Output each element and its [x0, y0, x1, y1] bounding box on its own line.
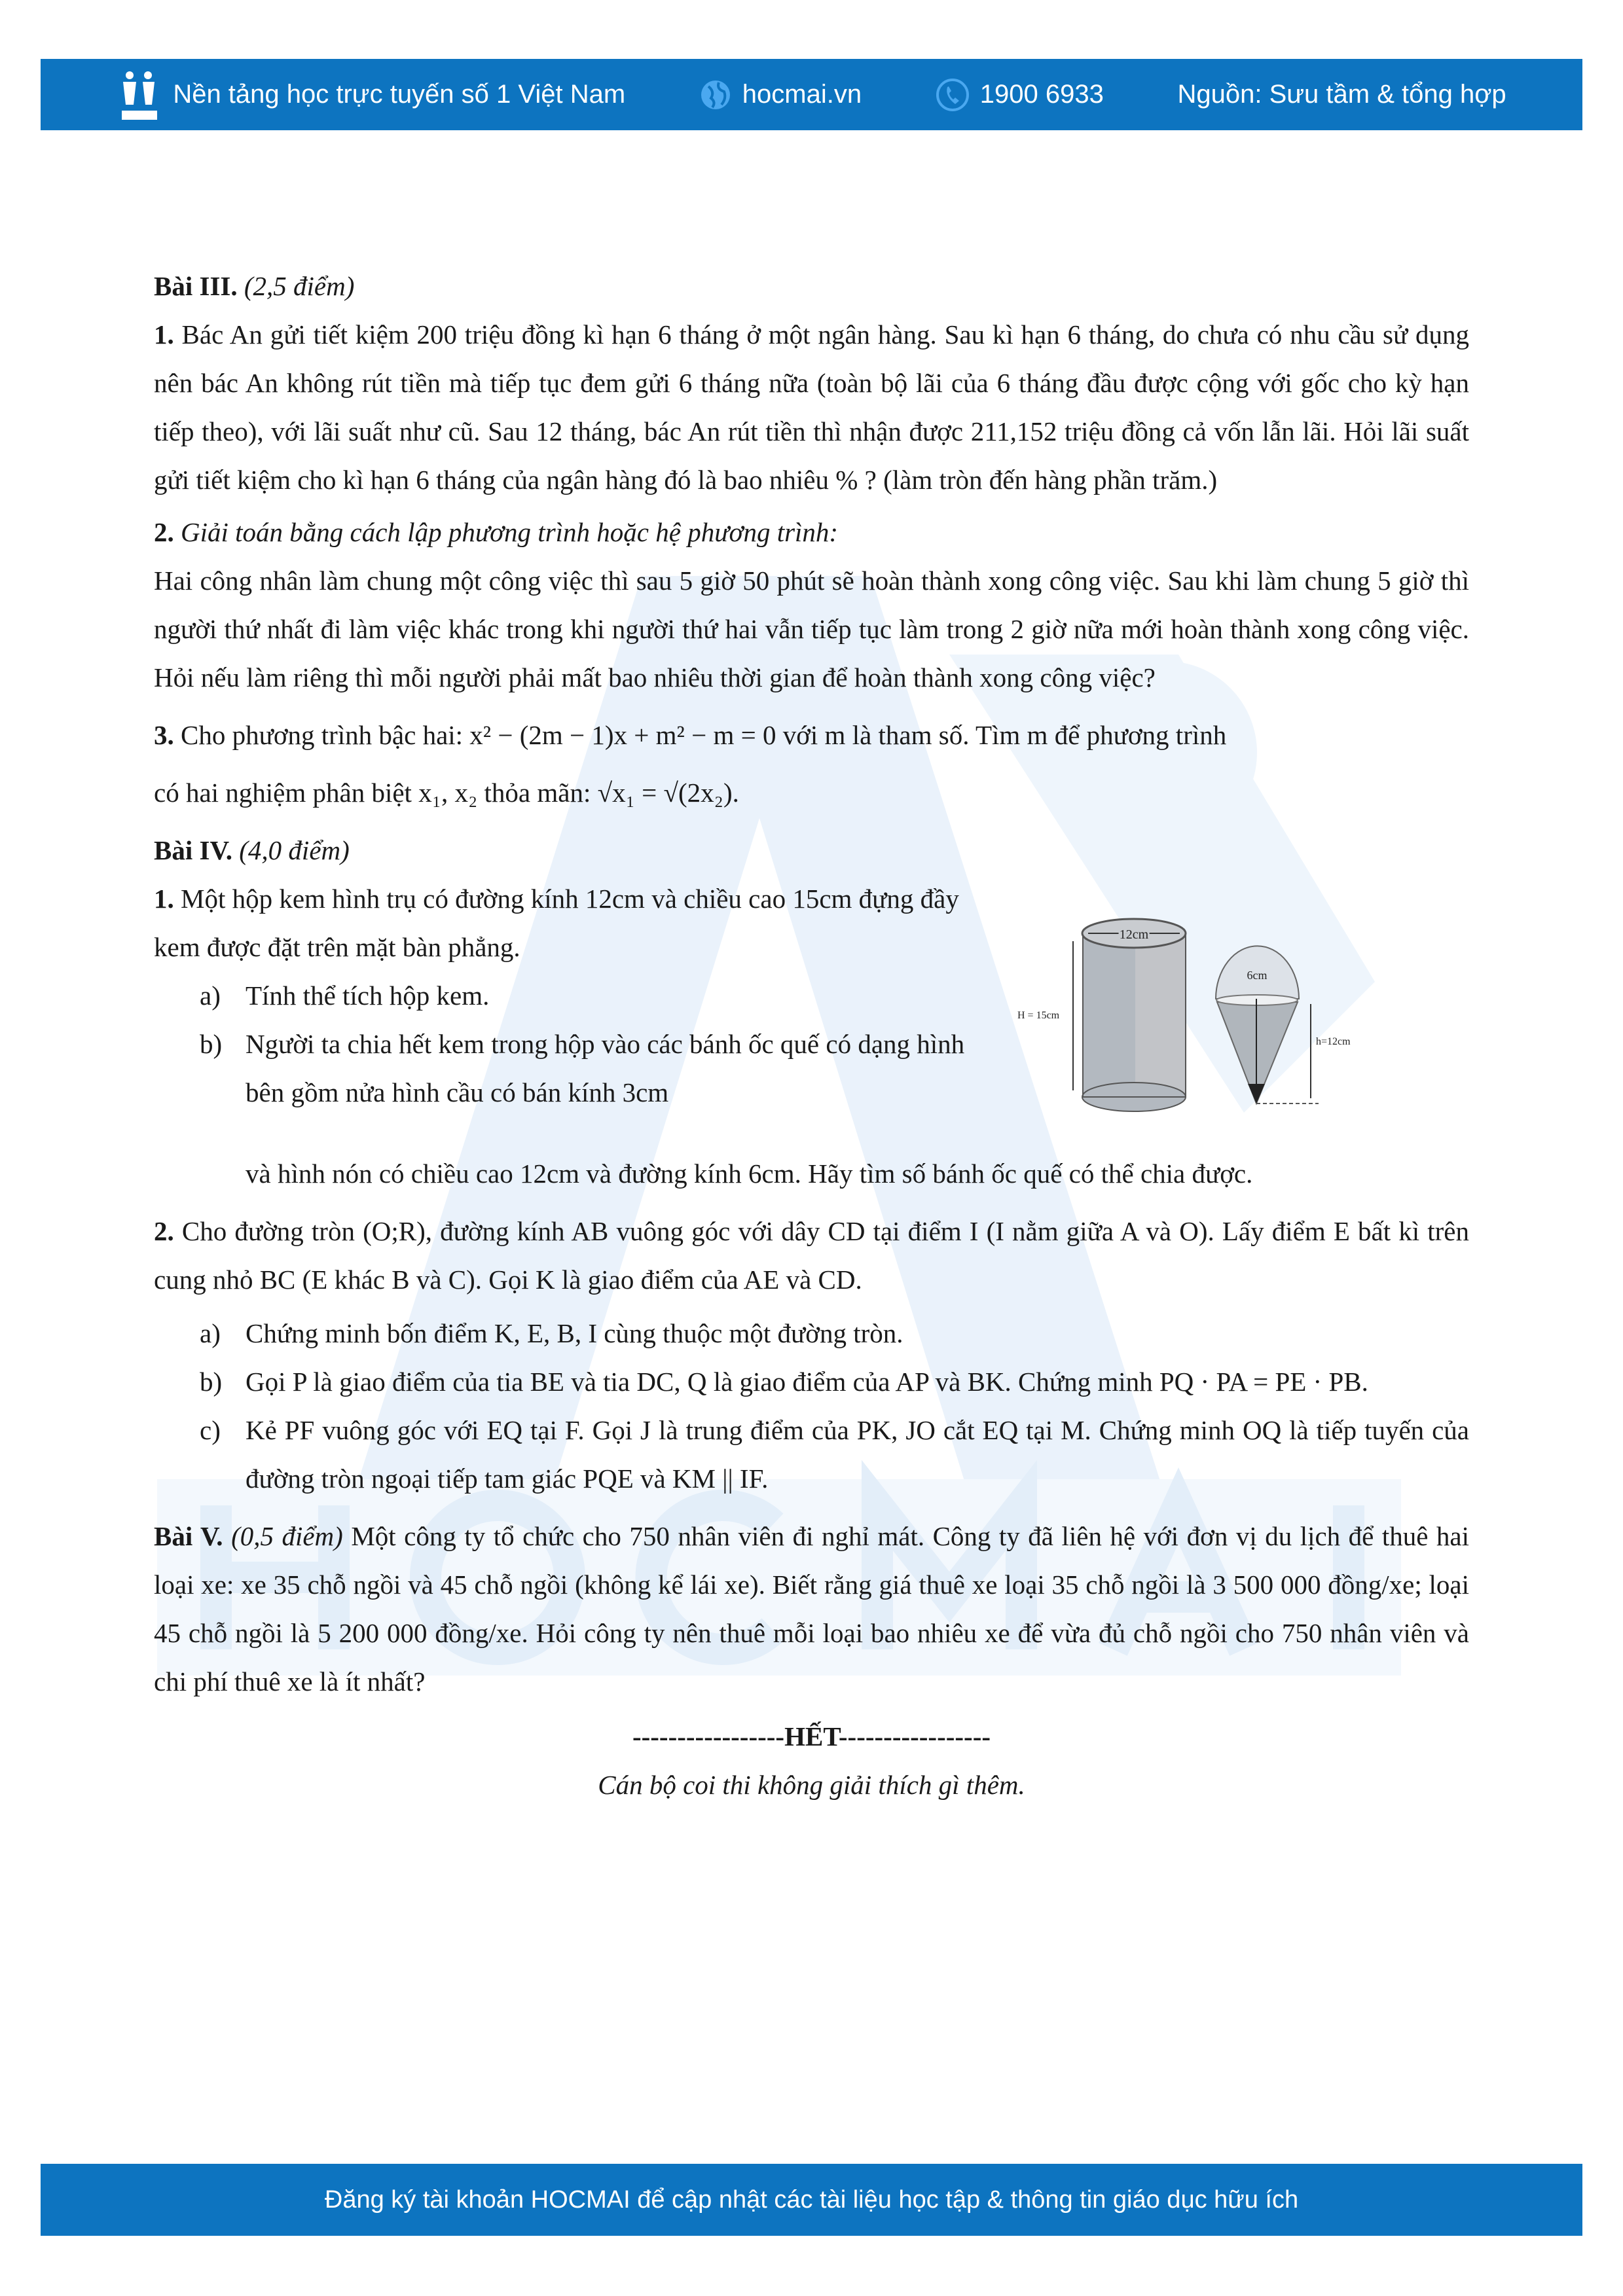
- bai3-q3-text2: có hai nghiệm phân biệt x₁, x₂ thỏa mãn: √x₁ = √(2x₂).: [154, 778, 739, 808]
- globe-icon: [699, 79, 732, 111]
- phone-link[interactable]: [936, 78, 1104, 112]
- footer-bar: [41, 2164, 1582, 2236]
- exam-content: [154, 262, 1469, 1809]
- cylinder-height-label: H = 15cm: [1017, 1010, 1060, 1021]
- q-number: 1.: [154, 884, 174, 914]
- bai3-title: Bài III.: [154, 271, 238, 301]
- q-number: 1.: [154, 319, 174, 350]
- phone-icon: [936, 78, 970, 112]
- bai4-q1a-text: Tính thể tích hộp kem.: [246, 980, 490, 1011]
- bai4-q1b-text2: và hình nón có chiều cao 12cm và đường kính 6cm. Hãy tìm số bánh ốc quế có thể chia được.: [246, 1158, 1253, 1189]
- bai4-q2-text: Cho đường tròn (O;R), đường kính AB vuông góc với dây CD tại điểm I (I nằm giữa A và O). Lấy điểm E bất kì trên cung nhỏ BC (E khác B và C). Gọi K là giao điểm của AE và CD.: [154, 1216, 1470, 1295]
- bai4-points: (4,0 điểm): [239, 835, 350, 865]
- q-number: 2.: [154, 1216, 174, 1246]
- phone-text: 1900 6933: [979, 80, 1104, 109]
- footer-text: Đăng ký tài khoản HOCMAI để cập nhật các tài liệu học tập & thông tin giáo dục hữu ích: [324, 2185, 1299, 2214]
- item-label: a): [200, 980, 221, 1011]
- cone-height-label: h=12cm: [1316, 1036, 1351, 1047]
- bai4-q2c-text: Kẻ PF vuông góc với EQ tại F. Gọi J là trung điểm của PK, JO cắt EQ tại M. Chứng minh OQ là tiếp tuyến của đường tròn ngoại tiếp tam giác PQE và KM || IF.: [246, 1415, 1469, 1494]
- source-label: Nguồn: Sưu tầm & tổng hợp: [1177, 80, 1506, 109]
- bai5-section: [154, 1512, 1469, 1706]
- bai3-q2-text: Hai công nhân làm chung một công việc thì sau 5 giờ 50 phút sẽ hoàn thành xong công việc. Sau khi làm chung 5 giờ thì người thứ nhất đi làm việc khác trong khi người thứ hai vẫn tiếp tục làm trong 2 giờ nữa mới hoàn thành xong công việc. Hỏi nếu làm riêng thì mỗi người phải mất bao nhiêu thời gian để hoàn thành xong công việc?: [154, 565, 1469, 692]
- end-marker: -----------------HẾT-----------------: [632, 1721, 991, 1751]
- bai3-q3-text: Cho phương trình bậc hai: x² − (2m − 1)x + m² − m = 0 với m là tham số. Tìm m để phương trình: [181, 720, 1227, 750]
- q-number: 2.: [154, 517, 174, 547]
- item-label: a): [200, 1318, 221, 1348]
- bai4-q1b-text: Người ta chia hết kem trong hộp vào các bánh ốc quế có dạng hình bên gồm nửa hình cầu có bán kính 3cm: [246, 1029, 965, 1107]
- bai3-q1-text: Bác An gửi tiết kiệm 200 triệu đồng kì hạn 6 tháng ở một ngân hàng. Sau kì hạn 6 tháng, do chưa có nhu cầu sử dụng nên bác An không rút tiền mà tiếp tục đem gửi 6 tháng nữa (toàn bộ lãi của 6 tháng đầu được cộng với gốc cho kỳ hạn tiếp theo), với lãi suất như cũ. Sau 12 tháng, bác An rút tiền thì nhận được 211,152 triệu đồng cả vốn lẫn lãi. Hỏi lãi suất gửi tiết kiệm cho kì hạn 6 tháng của ngân hàng đó là bao nhiêu % ? (làm tròn đến hàng phần trăm.): [154, 319, 1470, 495]
- website-text: hocmai.vn: [742, 80, 862, 109]
- cone-diameter-label: 6cm: [1247, 969, 1267, 982]
- proctor-note: Cán bộ coi thi không giải thích gì thêm.: [598, 1770, 1025, 1800]
- bai4-q1-text: Một hộp kem hình trụ có đường kính 12cm và chiều cao 15cm đựng đầy kem được đặt trên mặt bàn phẳng.: [154, 884, 959, 962]
- website-link[interactable]: [699, 79, 862, 111]
- header-bar: [41, 59, 1582, 130]
- q-number: 3.: [154, 720, 174, 750]
- hocmai-logo-icon: [117, 69, 162, 121]
- item-label: b): [200, 1367, 223, 1397]
- item-label: c): [200, 1415, 221, 1445]
- bai3-points: (2,5 điểm): [244, 271, 355, 301]
- bai5-text: Một công ty tổ chức cho 750 nhân viên đi nghỉ mát. Công ty đã liên hệ với đơn vị du lịch để thuê hai loại xe: xe 35 chỗ ngồi và 45 chỗ ngồi (không kể lái xe). Biết rằng giá thuê xe loại 35 chỗ ngồi là 3 500 000 đồng/xe; loại 45 chỗ ngồi là 5 200 000 đồng/xe. Hỏi công ty nên thuê mỗi loại bao nhiêu xe để vừa đủ chỗ ngồi cho 750 nhân viên và chi phí thuê xe là ít nhất?: [154, 1521, 1470, 1696]
- item-label: b): [200, 1029, 223, 1059]
- header-tagline: Nền tảng học trực tuyến số 1 Việt Nam: [173, 80, 626, 109]
- bai4-q2a-text: Chứng minh bốn điểm K, E, B, I cùng thuộc một đường tròn.: [246, 1318, 903, 1348]
- cylinder-diameter-label: 12cm: [1119, 927, 1149, 942]
- bai5-title: Bài V.: [154, 1521, 223, 1551]
- brand: [117, 69, 625, 121]
- bai3-q2-heading: Giải toán bằng cách lập phương trình hoặc hệ phương trình:: [181, 517, 839, 547]
- bai4-q2b-text: Gọi P là giao điểm của tia BE và tia DC, Q là giao điểm của AP và BK. Chứng minh PQ · PA = PE · PB.: [246, 1367, 1368, 1397]
- source-text: [1177, 80, 1506, 109]
- bai5-points: (0,5 điểm): [231, 1521, 343, 1551]
- bai4-title: Bài IV.: [154, 835, 233, 865]
- bai4-section: [154, 826, 1469, 1503]
- bai3-section: [154, 262, 1469, 817]
